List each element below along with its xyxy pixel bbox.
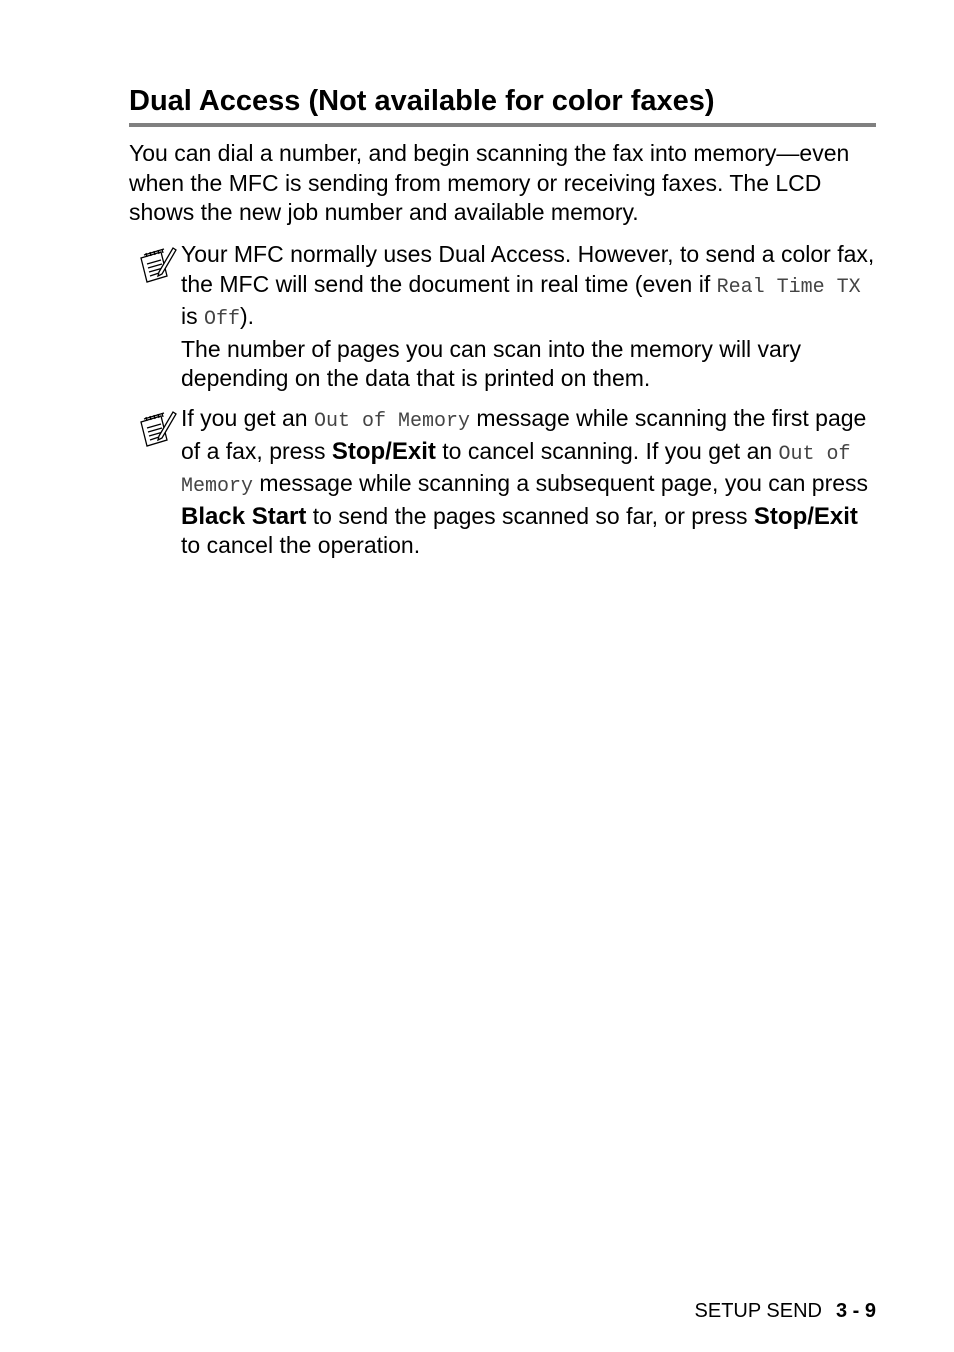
note-paragraph	[181, 240, 877, 335]
page-footer	[695, 1300, 876, 1323]
notepad-pencil-icon	[137, 406, 177, 450]
lcd-value-off: Off	[204, 308, 241, 331]
title-rule	[129, 123, 876, 127]
lcd-message-out-of-memory: Out of Memory	[313, 410, 471, 433]
notepad-pencil-icon	[137, 242, 177, 286]
note-text: message while scanning the first page of a fax, press	[181, 405, 867, 464]
note-text: to send the pages scanned so far, or press	[306, 502, 754, 529]
note-paragraph: The number of pages you can scan into the memory will vary depending on the data that is printed on them.	[181, 335, 802, 391]
note-dual-access	[137, 240, 877, 394]
page-number: 3 - 9	[835, 1300, 876, 1322]
lcd-message-out-of-memory: Out of Memory	[181, 442, 851, 498]
page-title: Dual Access (Not available for color faxes)	[129, 85, 715, 117]
key-stop-exit: Stop/Exit	[753, 502, 858, 530]
footer-section: SETUP SEND	[694, 1300, 822, 1322]
note-text: to cancel scanning. If you get an	[435, 437, 779, 464]
note-text: is	[181, 303, 204, 329]
key-black-start: Black Start	[181, 502, 307, 530]
note-text: message while scanning a subsequent page, you can press	[253, 470, 869, 496]
note-text: to cancel the operation.	[181, 532, 421, 558]
note-text: ).	[240, 303, 255, 329]
note-text: If you get an	[181, 405, 314, 431]
note-out-of-memory	[137, 404, 877, 561]
key-stop-exit: Stop/Exit	[331, 437, 436, 465]
note-text: Your MFC normally uses Dual Access. However, to send a color fax, the MFC will send the document in real time (even if	[181, 241, 875, 297]
note-paragraph	[181, 404, 877, 561]
lcd-setting-real-time-tx: Real Time TX	[716, 275, 861, 299]
intro-paragraph: You can dial a number, and begin scanning the fax into memory—even when the MFC is sending from memory or receiving faxes. The LCD shows the new job number and available memory.	[129, 140, 850, 225]
